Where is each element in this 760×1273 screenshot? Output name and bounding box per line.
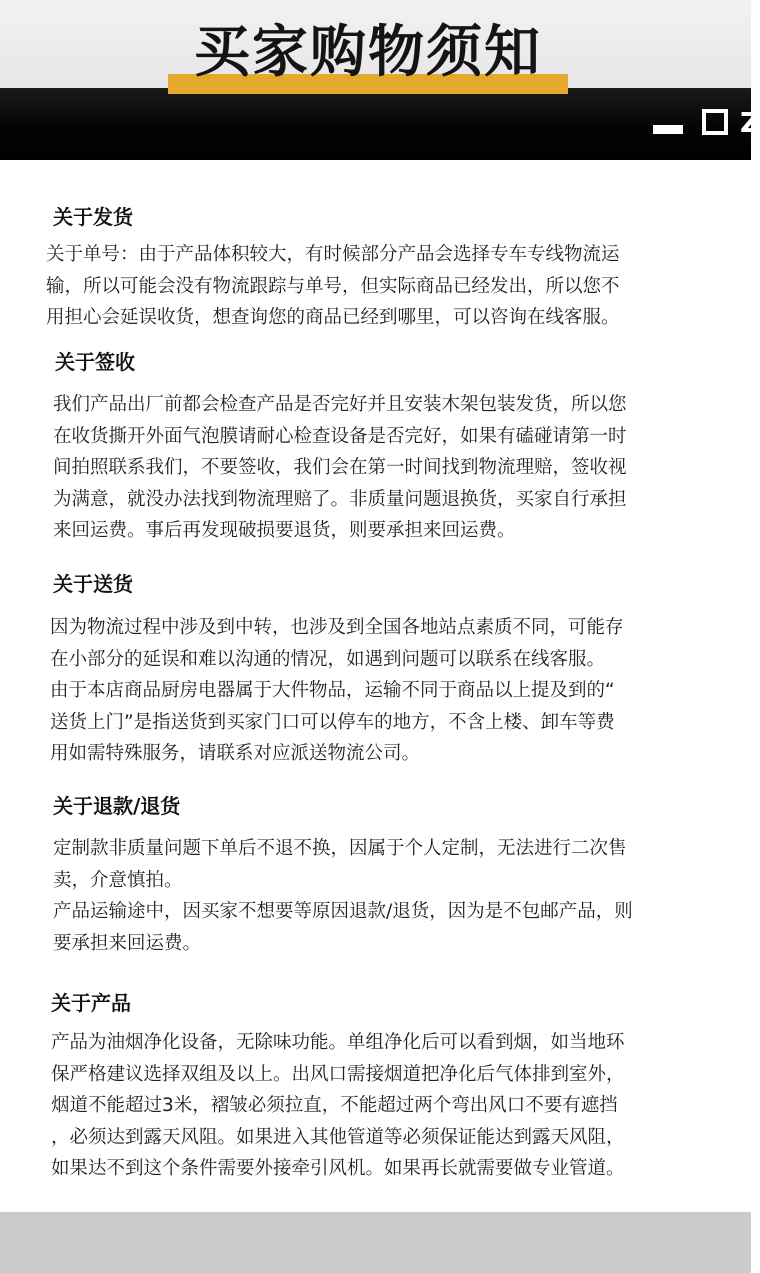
minus-icon (653, 125, 683, 134)
section-heading-refund: 关于退款/退货 (53, 794, 181, 818)
section-body-delivery (50, 612, 624, 770)
section-heading-shipping: 关于发货 (53, 205, 133, 229)
body-line: 定制款非质量问题下单后不退不换，因属于个人定制，无法进行二次售 (53, 838, 627, 859)
section-body-shipping (46, 239, 620, 334)
body-line: 用如需特殊服务，请联系对应派送物流公司。 (50, 743, 421, 764)
section-heading-product: 关于产品 (51, 991, 131, 1015)
section-body-refund (53, 833, 633, 959)
section-heading-delivery: 关于送货 (53, 572, 133, 596)
band-cut-glyph: Z (740, 106, 760, 139)
body-line: 输，所以可能会没有物流跟踪与单号，但实际商品已经发出，所以您不 (46, 275, 620, 297)
body-line: 在收货撕开外面气泡膜请耐心检查设备是否完好，如果有磕碰请第一时 (53, 425, 627, 447)
section-body-signing (53, 389, 627, 547)
body-line: 关于单号：由于产品体积较大，有时候部分产品会选择专车专线物流运 (46, 244, 620, 265)
body-line: ，必须达到露天风阻。如果进入其他管道等必须保证能达到露天风阻， (51, 1126, 625, 1148)
body-line: 在小部分的延误和难以沟通的情况，如遇到问题可以联系在线客服。 (50, 648, 606, 670)
body-line: 用担心会延误收货，想查询您的商品已经到哪里，可以咨询在线客服。 (46, 307, 620, 328)
body-line: 如果达不到这个条件需要外接牵引风机。如果再长就需要做专业管道。 (51, 1158, 625, 1179)
body-line: 来回运费。事后再发现破损要退货，则要承担来回运费。 (53, 520, 516, 541)
footer-gray-bar (0, 1212, 751, 1273)
body-line: 烟道不能超过3米，褶皱必须拉直，不能超过两个弯出风口不要有遮挡 (51, 1095, 618, 1116)
body-line: 要承担来回运费。 (53, 932, 202, 954)
body-line: 产品运输途中，因买家不想要等原因退款/退货，因为是不包邮产品，则 (53, 901, 633, 922)
body-line: 因为物流过程中涉及到中转，也涉及到全国各地站点素质不同，可能存 (50, 617, 624, 638)
body-line: 卖，介意慎拍。 (53, 869, 183, 891)
section-body-product (51, 1027, 625, 1185)
body-line: 送货上门”是指送货到买家门口可以停车的地方，不含上楼、卸车等费 (50, 711, 615, 733)
body-line: 间拍照联系我们，不要签收，我们会在第一时间找到物流理赔，签收视 (53, 457, 627, 478)
header-black-band (0, 88, 751, 160)
body-line: 我们产品出厂前都会检查产品是否完好并且安装木架包装发货，所以您 (53, 394, 627, 415)
body-line: 由于本店商品厨房电器属于大件物品，运输不同于商品以上提及到的“ (50, 680, 615, 701)
body-line: 保严格建议选择双组及以上。出风口需接烟道把净化后气体排到室外， (51, 1063, 625, 1085)
section-heading-signing: 关于签收 (55, 350, 135, 374)
body-line: 产品为油烟净化设备，无除味功能。单组净化后可以看到烟，如当地环 (51, 1032, 625, 1053)
body-line: 为满意，就没办法找到物流理赔了。非质量问题退换货，买家自行承担 (53, 488, 627, 510)
square-icon (702, 109, 728, 135)
page-title: 买家购物须知 (194, 20, 542, 85)
